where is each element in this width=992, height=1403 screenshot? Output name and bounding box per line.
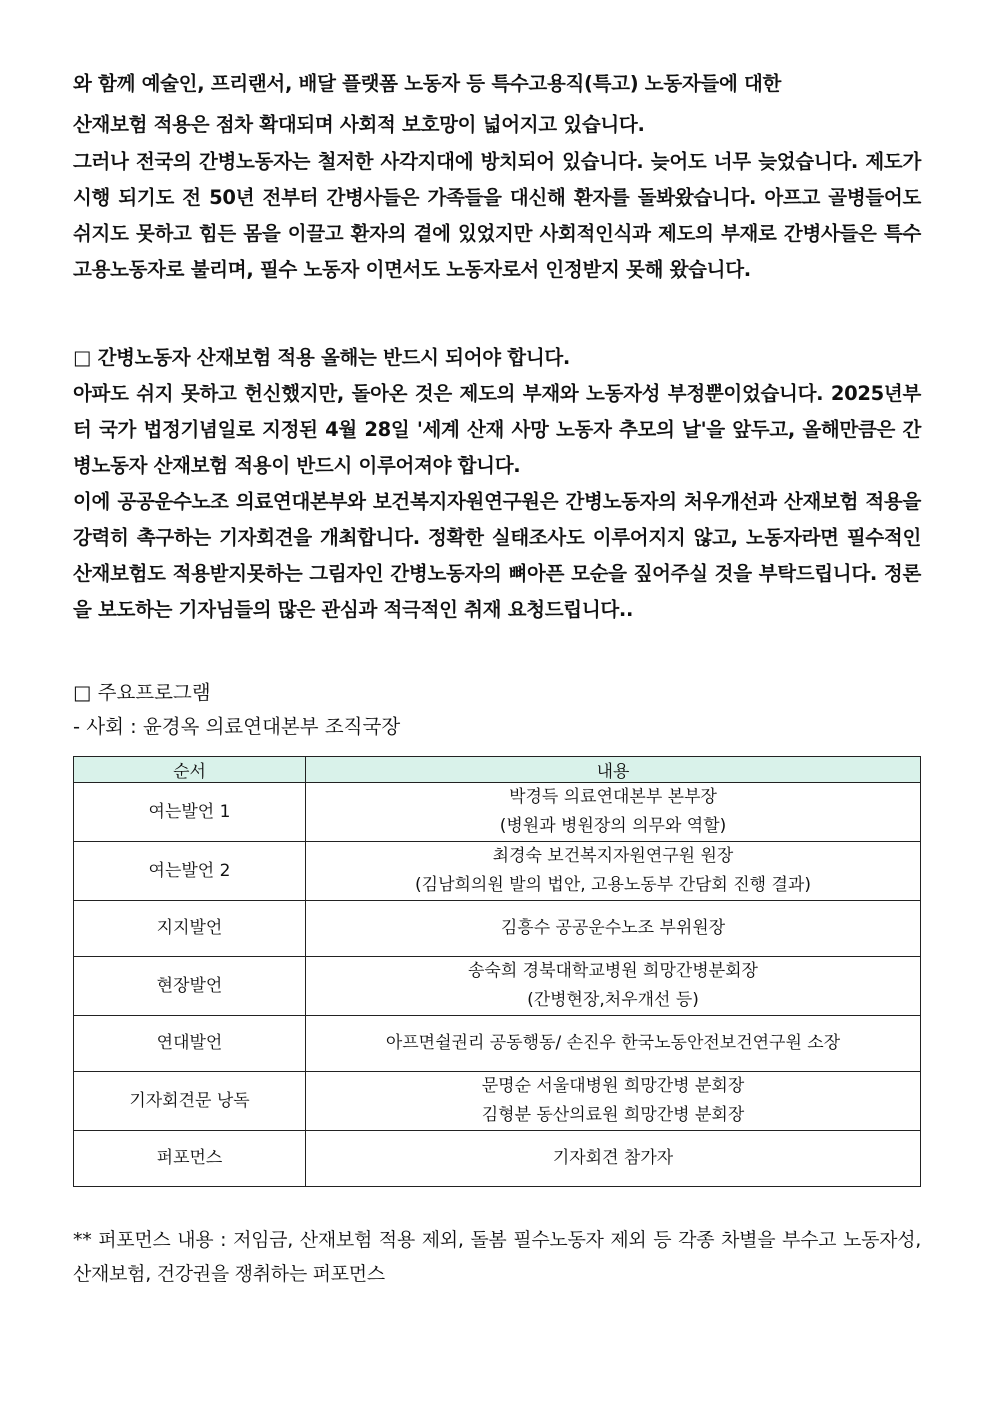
program-content-line: 박경득 의료연대본부 본부장 bbox=[509, 787, 717, 807]
program-table bbox=[73, 756, 921, 1187]
section-injury-insurance bbox=[73, 340, 921, 628]
section1-paragraph-1: 아파도 쉬지 못하고 헌신했지만, 돌아온 것은 제도의 부재와 노동자성 부정뿐이었습니다. 2025년부터 국가 법정기념일로 지정된 4월 28일 '세계 산재 사망 노동자 추모의 날'을 앞두고, 올해만큼은 간병노동자 산재보험 적용이 반드시 이루어져야 합니다. bbox=[73, 382, 921, 477]
intro-paragraph-2: 그러나 전국의 간병노동자는 철저한 사각지대에 방치되어 있습니다. 늦어도 너무 늦었습니다. 제도가 시행 되기도 전 50년 전부터 간병사들은 가족들을 대신해 환자를 돌봐왔습니다. 아프고 골병들어도 쉬지도 못하고 힘든 몸을 이끌고 환자의 곁에 있었지만 사회적인식과 제도의 부재로 간병사들은 특수고용노동자로 불리며, 필수 노동자 이면서도 노동자로서 인정받지 못해 왔습니다. bbox=[73, 150, 921, 281]
program-heading: □ 주요프로그램 bbox=[73, 681, 211, 704]
performance-note: ** 퍼포먼스 내용 : 저임금, 산재보험 적용 제외, 돌봄 필수노동자 제외 등 각종 차별을 부수고 노동자성, 산재보험, 건강권을 쟁취하는 퍼포먼스 bbox=[73, 1229, 921, 1285]
program-order-cell: 여는발언 1 bbox=[74, 783, 306, 842]
program-order-cell: 여는발언 2 bbox=[74, 842, 306, 901]
program-content-cell bbox=[306, 783, 921, 842]
program-order-cell: 퍼포먼스 bbox=[74, 1131, 306, 1187]
section1-heading: □ 간병노동자 산재보험 적용 올해는 반드시 되어야 합니다. bbox=[73, 346, 571, 369]
program-content-line: 최경숙 보건복지자원연구원 원장 bbox=[492, 846, 734, 866]
column-header-content: 내용 bbox=[306, 757, 921, 783]
program-order-cell: 기자회견문 낭독 bbox=[74, 1072, 306, 1131]
program-content-line: (김남희의원 발의 법안, 고용노동부 간담회 진행 결과) bbox=[415, 875, 811, 895]
column-header-order: 순서 bbox=[74, 757, 306, 783]
table-row bbox=[74, 957, 921, 1016]
program-content-line: 김흥수 공공운수노조 부위원장 bbox=[500, 918, 726, 938]
intro-line-2: 산재보험 적용은 점차 확대되며 사회적 보호망이 넓어지고 있습니다. bbox=[73, 113, 645, 136]
program-content-cell bbox=[306, 901, 921, 957]
table-row bbox=[74, 783, 921, 842]
program-content-line: 문명순 서울대병원 희망간병 분회장 bbox=[481, 1076, 745, 1096]
program-content-line: 김형분 동산의료원 희망간병 분회장 bbox=[481, 1105, 745, 1125]
program-order-cell: 지지발언 bbox=[74, 901, 306, 957]
intro-section bbox=[73, 62, 921, 288]
program-content-cell bbox=[306, 842, 921, 901]
table-row bbox=[74, 842, 921, 901]
program-content-cell bbox=[306, 957, 921, 1016]
table-row bbox=[74, 1072, 921, 1131]
program-content-cell bbox=[306, 1016, 921, 1072]
intro-line-1: 와 함께 예술인, 프리랜서, 배달 플랫폼 노동자 등 특수고용직(특고) 노동자들에 대한 bbox=[73, 72, 782, 95]
program-content-cell bbox=[306, 1131, 921, 1187]
program-moderator: - 사회 : 윤경옥 의료연대본부 조직국장 bbox=[73, 715, 401, 738]
table-row bbox=[74, 1016, 921, 1072]
document-page bbox=[73, 62, 921, 1310]
program-order-cell: 연대발언 bbox=[74, 1016, 306, 1072]
section1-paragraph-2: 이에 공공운수노조 의료연대본부와 보건복지자원연구원은 간병노동자의 처우개선과 산재보험 적용을 강력히 촉구하는 기자회견을 개최합니다. 정확한 실태조사도 이루어지지 않고, 노동자라면 필수적인 산재보험도 적용받지못하는 그림자인 간병노동자의 뼈아픈 모순을 짚어주실 것을 부탁드립니다. 정론을 보도하는 기자님들의 많은 관심과 적극적인 취재 요청드립니다.. bbox=[73, 490, 921, 621]
program-content-line: (간병현장,처우개선 등) bbox=[527, 990, 699, 1010]
program-content-cell bbox=[306, 1072, 921, 1131]
program-content-line: 기자회견 참가자 bbox=[552, 1148, 674, 1168]
table-header-row bbox=[74, 757, 921, 783]
program-content-line: 송숙희 경북대학교병원 희망간병분회장 bbox=[468, 961, 758, 981]
table-row bbox=[74, 901, 921, 957]
program-content-line: (병원과 병원장의 의무와 역할) bbox=[499, 816, 727, 836]
program-order-cell: 현장발언 bbox=[74, 957, 306, 1016]
table-row bbox=[74, 1131, 921, 1187]
program-section bbox=[73, 676, 921, 1187]
program-content-line: 아프면쉴권리 공동행동/ 손진우 한국노동안전보건연구원 소장 bbox=[385, 1033, 841, 1053]
